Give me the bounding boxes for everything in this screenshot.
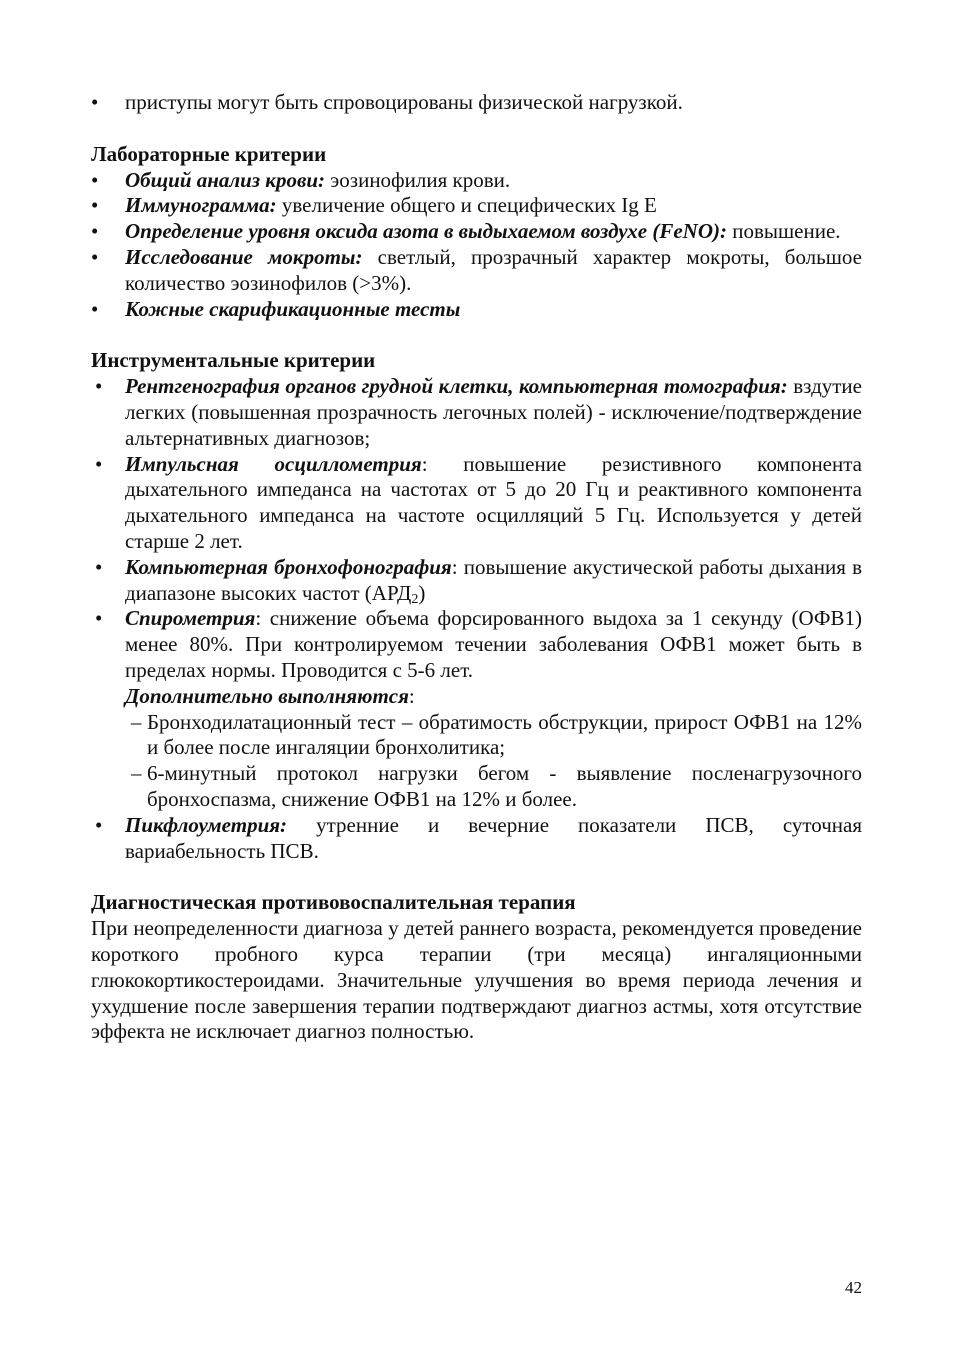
bullet: • [95,451,103,476]
additional-tests-colon: : [408,683,415,708]
item-text: светлый, прозрачный характер мокроты, большое количество эозинофилов (>3%). [125,244,862,295]
list-item [91,168,862,194]
item-text: увеличение общего и специфических Ig E [276,193,657,218]
item-lead: Пикфлоуметрия: [125,812,288,837]
list-item [91,193,862,219]
dash-item [125,710,862,762]
item-text: утренние и вечерние показатели ПСВ, суточная вариабельность ПСВ. [125,812,862,863]
list-item-text: приступы могут быть спровоцированы физической нагрузкой. [125,90,683,114]
item-lead: Определение уровня оксида азота в выдыхаемом воздухе (FeNO): [125,219,727,244]
subscript: 2 [411,591,419,607]
bullet: • [95,554,103,579]
bullet: • [95,812,103,837]
dash-mark: – [131,761,142,786]
item-text: эозинофилия крови. [325,167,511,192]
therapy-paragraph: При неопределенности диагноза у детей раннего возраста, рекомендуется проведение короткого пробного курса терапии (три месяца) ингаляционными глюкокортикостероидами. Значительные улучшения во время периода лечения и ухудшение после завершения терапии подтверждают диагноз астмы, хотя отсутствие эффекта не исключает диагноз полностью. [91,916,862,1044]
document-page [91,90,862,1045]
bullet: • [91,244,99,269]
dash-item [125,761,862,813]
bullet: • [91,296,99,321]
list-item [91,297,862,323]
item-lead: Общий анализ крови: [125,167,326,192]
bullet: • [95,374,103,399]
page-number: 42 [845,1278,862,1297]
bullet: • [91,167,99,192]
dash-item-text: 6-минутный протокол нагрузки бегом - выявление посленагрузочного бронхоспазма, снижение ОФВ1 на 12% и более. [147,761,862,811]
item-text: : снижение объема форсированного выдоха за 1 секунду (ОФВ1) менее 80%. При контролируемом течении заболевания ОФВ1 может быть в пределах нормы. Проводится с 5-6 лет. [125,606,862,682]
item-text: повышение. [727,219,841,244]
bullet: • [91,219,99,244]
item-lead: Исследование мокроты: [125,244,363,269]
dash-mark: – [131,709,142,734]
list-item [91,245,862,297]
instrumental-criteria-heading: Инструментальные критерии [91,348,376,373]
lab-criteria-list [91,168,862,323]
item-text: вздутие легких (повышенная прозрачность легочных полей) - исключение/подтверждение альтернативных диагнозов; [125,374,862,450]
list-item [91,90,862,116]
list-item [91,606,862,812]
list-item [91,452,862,555]
bullet: • [95,606,103,631]
bullet: • [91,90,99,114]
lab-criteria-heading: Лабораторные критерии [91,141,327,166]
therapy-heading: Диагностическая противовоспалительная терапия [91,890,576,915]
item-lead: Рентгенография органов грудной клетки, компьютерная томография: [125,374,788,399]
item-text: : повышение резистивного компонента дыхательного импеданса на частотах от 5 до 20 Гц и реактивного компонента дыхательного импеданса на частоте осцилляций 5 Гц. Используется у детей старше 2 лет. [125,451,862,553]
list-item [91,219,862,245]
item-text-after: ) [418,580,426,605]
item-lead: Спирометрия [125,606,256,631]
item-text: : повышение акустической работы дыхания в диапазоне высоких частот (АРД [125,554,863,605]
list-item [91,555,862,607]
list-item [91,813,862,865]
bullet: • [91,193,99,218]
additional-tests-list [125,710,862,813]
instrumental-criteria-list [91,374,862,864]
intro-list [91,90,862,116]
item-lead: Компьютерная бронхофонография [125,554,452,579]
item-lead: Импульсная осциллометрия [125,451,422,476]
additional-tests [125,684,862,710]
list-item [91,374,862,451]
dash-item-text: Бронходилатационный тест – обратимость обструкции, прирост ОФВ1 на 12% и более после ингаляции бронхолитика; [147,709,862,760]
item-lead: Иммунограмма: [125,193,277,218]
item-lead: Кожные скарификационные тесты [125,296,461,321]
additional-tests-lead: Дополнительно выполняются [125,683,409,708]
